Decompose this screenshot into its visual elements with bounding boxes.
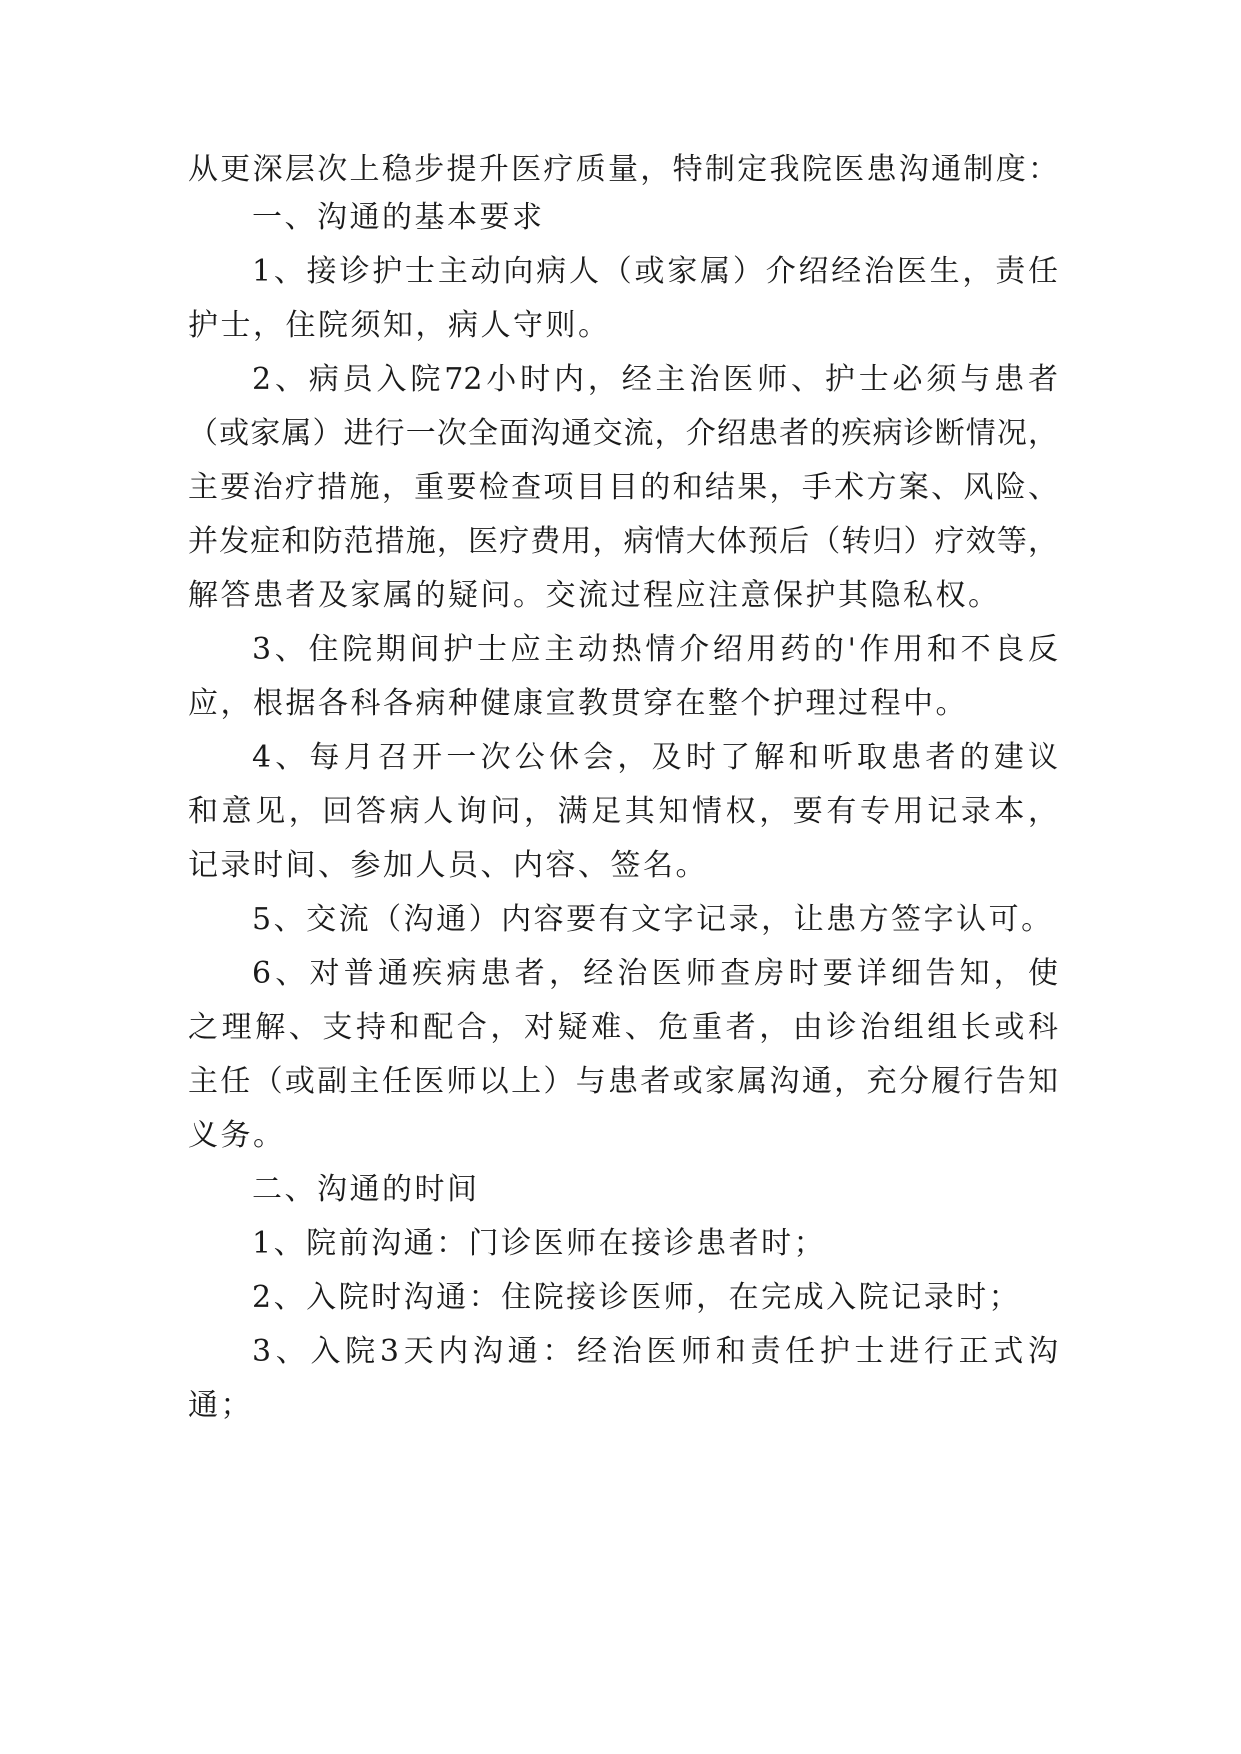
- text-line: 解答患者及家属的疑问。交流过程应注意保护其隐私权。: [188, 578, 1001, 613]
- text-line: 之理解、支持和配合，对疑难、危重者，由诊治组组长或科: [188, 1010, 1058, 1045]
- text-line: 6、对普通疾病患者，经治医师查房时要详细告知，使: [252, 956, 1058, 991]
- text-line: 1、接诊护士主动向病人（或家属）介绍经治医生，责任: [252, 254, 1058, 289]
- section-heading: 一、沟通的基本要求: [252, 200, 545, 235]
- text-line: 记录时间、参加人员、内容、签名。: [188, 848, 708, 883]
- text-line: 2、病员入院72小时内，经主治医师、护士必须与患者: [252, 362, 1058, 397]
- text-line: 义务。: [188, 1118, 286, 1153]
- section-heading: 二、沟通的时间: [252, 1172, 480, 1207]
- text-line: 和意见，回答病人询问，满足其知情权，要有专用记录本，: [188, 794, 1058, 829]
- text-line: 主要治疗措施，重要检查项目目的和结果，手术方案、风险、: [188, 470, 1058, 505]
- text-line: 护士，住院须知，病人守则。: [188, 308, 611, 343]
- text-line: （或家属）进行一次全面沟通交流，介绍患者的疾病诊断情况，: [188, 416, 1058, 451]
- text-line: 4、每月召开一次公休会，及时了解和听取患者的建议: [252, 740, 1058, 775]
- text-line: 3、入院3天内沟通：经治医师和责任护士进行正式沟: [252, 1334, 1058, 1369]
- text-line: 1、院前沟通：门诊医师在接诊患者时；: [252, 1226, 827, 1261]
- text-line: 2、入院时沟通：住院接诊医师，在完成入院记录时；: [252, 1280, 1022, 1315]
- text-line: 并发症和防范措施，医疗费用，病情大体预后（转归）疗效等，: [188, 524, 1058, 559]
- text-line: 通；: [188, 1388, 253, 1423]
- text-line: 主任（或副主任医师以上）与患者或家属沟通，充分履行告知: [188, 1064, 1058, 1099]
- text-line: 5、交流（沟通）内容要有文字记录，让患方签字认可。: [252, 902, 1054, 937]
- text-line: 应，根据各科各病种健康宣教贯穿在整个护理过程中。: [188, 686, 968, 721]
- text-line: 从更深层次上稳步提升医疗质量，特制定我院医患沟通制度：: [188, 152, 1058, 187]
- text-line: 3、住院期间护士应主动热情介绍用药的'作用和不良反: [252, 632, 1058, 667]
